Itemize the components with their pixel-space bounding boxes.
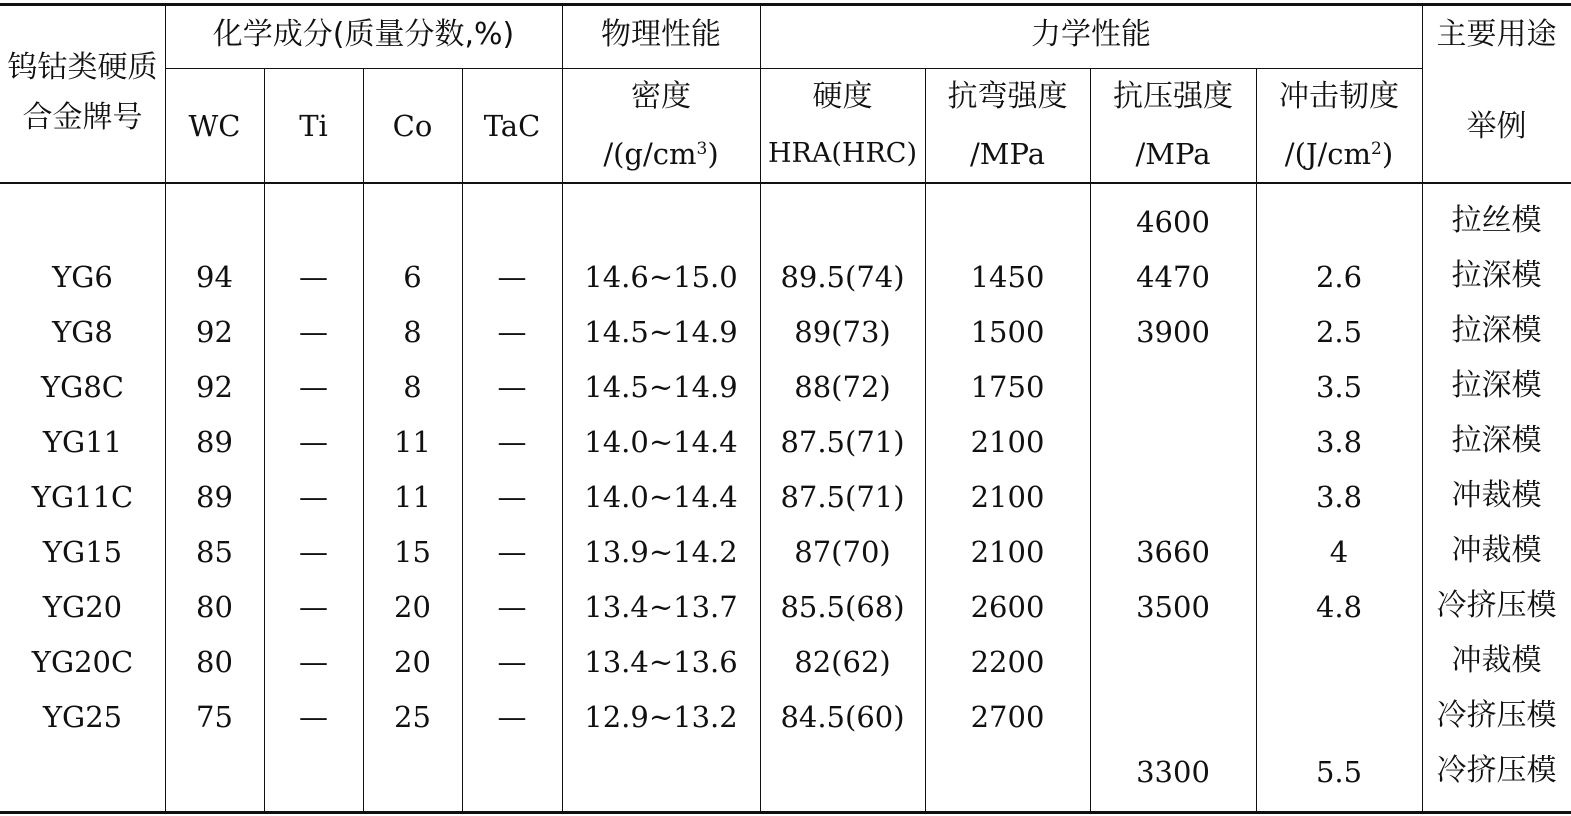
header-tac: TaC <box>483 109 541 143</box>
cell-co: 11 <box>394 480 431 514</box>
cell-grade: YG15 <box>42 535 123 569</box>
cell-co: 15 <box>394 535 431 569</box>
cell-tac: — <box>497 535 527 569</box>
cell-comp: 3500 <box>1136 590 1210 624</box>
header-bottom-rule <box>0 182 1571 184</box>
cell-ti: — <box>299 535 328 569</box>
cell-co: 20 <box>394 645 431 679</box>
cell-tac: — <box>497 645 527 679</box>
cell-density: 13.4~13.7 <box>584 590 738 624</box>
cell-ti: — <box>299 425 328 459</box>
header-grade-line1: 钨钴类硬质 <box>7 50 158 85</box>
cell-grade: YG11C <box>31 480 134 514</box>
cell-bend: 1500 <box>970 315 1045 349</box>
header-co: Co <box>392 109 433 143</box>
cell-wc: 92 <box>196 315 233 349</box>
cell-bend: 2100 <box>970 425 1045 459</box>
cell-ti: — <box>299 700 328 734</box>
cell-grade: YG11 <box>42 425 123 459</box>
cell-comp: 3900 <box>1136 315 1210 349</box>
cell-ti: — <box>299 645 328 679</box>
cell-ti: — <box>299 370 328 404</box>
cell-use: 拉深模 <box>1451 423 1542 458</box>
header-bend-line1: 抗弯强度 <box>947 79 1068 114</box>
cell-wc: 80 <box>196 590 233 624</box>
cell-tac: — <box>497 315 527 349</box>
cell-use: 拉丝模 <box>1451 203 1542 238</box>
col-divider-mech <box>760 5 761 813</box>
cell-hardness: 87.5(71) <box>780 425 905 459</box>
cell-wc: 89 <box>196 425 233 459</box>
cell-grade: YG8 <box>52 315 113 349</box>
cell-grade: YG20C <box>31 645 134 679</box>
header-wc: WC <box>188 109 241 143</box>
header-grade-line2: 合金牌号 <box>22 100 143 135</box>
cell-impact: 3.8 <box>1315 425 1363 459</box>
header-phys: 物理性能 <box>601 17 721 52</box>
cell-co: 8 <box>403 370 422 404</box>
cell-grade: YG25 <box>42 700 123 734</box>
cell-grade: YG8C <box>41 370 124 404</box>
header-impact-line2: $/(J/cm^2)$ <box>1284 137 1394 171</box>
cell-density: 13.9~14.2 <box>584 535 738 569</box>
cell-wc: 89 <box>196 480 233 514</box>
bottom-rule <box>0 811 1571 814</box>
cell-density: 12.9~13.2 <box>584 700 738 734</box>
header-hardness-line2: HRA(HRC) <box>768 138 917 169</box>
cell-comp: 3660 <box>1136 535 1210 569</box>
cell-impact: 3.8 <box>1315 480 1363 514</box>
cell-hardness: 88(72) <box>794 370 891 404</box>
cell-co: 8 <box>403 315 422 349</box>
header-density-line1: 密度 <box>631 79 691 114</box>
cell-use: 拉深模 <box>1451 258 1542 293</box>
header-ti: Ti <box>299 109 328 143</box>
header-chem: 化学成分(质量分数,%) <box>212 17 515 52</box>
header-use: 主要用途 <box>1436 17 1557 52</box>
cell-wc: 94 <box>196 260 233 294</box>
cell-grade: YG20 <box>42 590 123 624</box>
cell-co: 20 <box>394 590 431 624</box>
header-comp-line1: 抗压强度 <box>1113 79 1233 114</box>
cell-tac: — <box>497 480 527 514</box>
cell-use: 拉深模 <box>1451 368 1542 403</box>
cell-use: 冲裁模 <box>1451 478 1542 513</box>
header-mid-rule <box>165 68 1422 69</box>
cell-bend: 2100 <box>970 535 1045 569</box>
cell-wc: 75 <box>196 700 233 734</box>
header-example: 举例 <box>1466 109 1527 144</box>
cell-co: 6 <box>403 260 422 294</box>
cell-hardness: 89(73) <box>794 315 891 349</box>
cell-tac: — <box>497 590 527 624</box>
cell-impact: 5.5 <box>1315 755 1363 789</box>
cell-use: 冷挤压模 <box>1436 588 1557 623</box>
cell-density: 14.5~14.9 <box>584 315 738 349</box>
header-mech: 力学性能 <box>1031 17 1151 52</box>
header-bend-line2: /MPa <box>970 137 1045 171</box>
cell-bend: 2700 <box>970 700 1045 734</box>
cell-density: 14.0~14.4 <box>584 480 738 514</box>
cell-ti: — <box>299 315 328 349</box>
cell-tac: — <box>497 425 527 459</box>
cell-ti: — <box>299 480 328 514</box>
cell-co: 25 <box>394 700 431 734</box>
cell-impact: 4 <box>1329 535 1349 569</box>
cell-bend: 1450 <box>970 260 1045 294</box>
cell-hardness: 82(62) <box>794 645 891 679</box>
cell-bend: 2100 <box>970 480 1045 514</box>
cell-density: 13.4~13.6 <box>584 645 738 679</box>
cell-tac: — <box>497 260 527 294</box>
cell-comp: 4470 <box>1136 260 1210 294</box>
cell-grade: YG6 <box>52 260 113 294</box>
cell-wc: 85 <box>196 535 233 569</box>
cell-ti: — <box>299 260 328 294</box>
cell-density: 14.5~14.9 <box>584 370 738 404</box>
header-density-line2: $/(g/cm^3)$ <box>603 137 719 171</box>
cell-bend: 2200 <box>970 645 1045 679</box>
header-hardness-line1: 硬度 <box>812 79 873 114</box>
cell-use: 冷挤压模 <box>1436 753 1557 788</box>
cell-tac: — <box>497 370 527 404</box>
cell-density: 14.6~15.0 <box>584 260 738 294</box>
cell-ti: — <box>299 590 328 624</box>
cell-wc: 80 <box>196 645 233 679</box>
cell-impact: 3.5 <box>1315 370 1363 404</box>
cell-use: 冲裁模 <box>1451 643 1542 678</box>
cell-use: 冷挤压模 <box>1436 698 1557 733</box>
cell-hardness: 89.5(74) <box>780 260 905 294</box>
cell-wc: 92 <box>196 370 233 404</box>
cell-comp: 4600 <box>1136 205 1210 239</box>
cell-use: 拉深模 <box>1451 313 1542 348</box>
top-rule <box>0 3 1571 6</box>
col-divider-phys <box>562 5 563 813</box>
cell-bend: 1750 <box>970 370 1045 404</box>
cell-impact: 2.6 <box>1315 260 1363 294</box>
cell-impact: 2.5 <box>1315 315 1363 349</box>
col-divider-bend <box>1090 68 1091 813</box>
cell-comp: 3300 <box>1136 755 1210 789</box>
header-impact-line1: 冲击韧度 <box>1279 79 1399 114</box>
cell-hardness: 85.5(68) <box>780 590 905 624</box>
cell-hardness: 87.5(71) <box>780 480 905 514</box>
cell-hardness: 84.5(60) <box>780 700 905 734</box>
header-comp-line2: /MPa <box>1135 137 1211 171</box>
cell-bend: 2600 <box>970 590 1045 624</box>
cell-co: 11 <box>394 425 431 459</box>
cell-impact: 4.8 <box>1315 590 1363 624</box>
cell-density: 14.0~14.4 <box>584 425 738 459</box>
cell-tac: — <box>497 700 527 734</box>
cell-use: 冲裁模 <box>1451 533 1542 568</box>
cell-hardness: 87(70) <box>794 535 891 569</box>
